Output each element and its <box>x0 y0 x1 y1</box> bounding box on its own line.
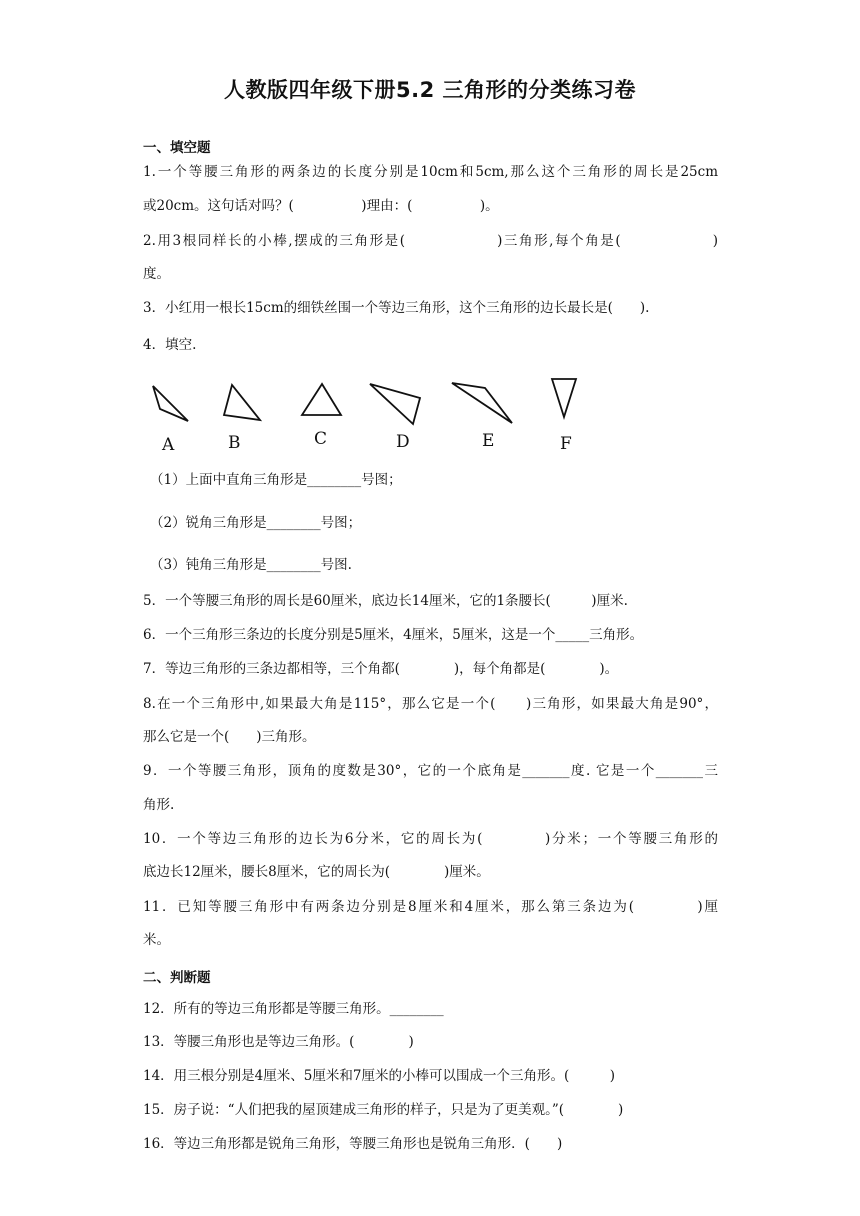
section-true-false: 二、判断题 <box>143 970 211 986</box>
figure-label-a: A <box>162 435 175 455</box>
question-8-line-1: 8.在一个三角形中,如果最大角是115°，那么它是一个( )三角形，如果最大角是90°， <box>143 696 718 712</box>
triangle-e <box>452 383 512 423</box>
question-9-line-2: 角形. <box>143 797 175 813</box>
question-16: 16．等边三角形都是锐角三角形，等腰三角形也是锐角三角形．( ) <box>143 1136 563 1152</box>
figure-label-e: E <box>482 431 495 451</box>
question-12: 12．所有的等边三角形都是等腰三角形。________ <box>143 1001 444 1017</box>
figure-label-b: B <box>228 433 241 453</box>
triangle-f <box>552 379 576 417</box>
question-6: 6．一个三角形三条边的长度分别是5厘米，4厘米，5厘米，这是一个_____三角形。 <box>143 627 644 643</box>
figure-label-d: D <box>396 432 410 452</box>
question-4-part-2: （2）锐角三角形是________号图； <box>150 515 362 531</box>
question-4-part-3: （3）钝角三角形是________号图. <box>150 557 352 573</box>
question-2-line-2: 度。 <box>143 266 170 282</box>
section-fill-in: 一、填空题 <box>143 140 211 156</box>
question-10-line-2: 底边长12厘米，腰长8厘米，它的周长为( )厘米。 <box>143 864 490 880</box>
question-3: 3．小红用一根长15cm的细铁丝围一个等边三角形，这个三角形的边长最长是( ). <box>143 300 650 316</box>
triangle-c <box>302 384 341 415</box>
triangle-a <box>153 386 188 421</box>
question-8-line-2: 那么它是一个( )三角形。 <box>143 729 316 745</box>
question-2-line-1: 2.用3根同样长的小棒,摆成的三角形是( )三角形,每个角是( ) <box>143 233 718 249</box>
question-11-line-2: 米。 <box>143 932 170 948</box>
page-title: 人教版四年级下册5.2 三角形的分类练习卷 <box>223 78 636 102</box>
question-13: 13．等腰三角形也是等边三角形。( ) <box>143 1034 414 1050</box>
question-10-line-1: 10．一个等边三角形的边长为6分米，它的周长为( )分米；一个等腰三角形的 <box>143 831 718 847</box>
question-15: 15．房子说：“人们把我的屋顶建成三角形的样子，只是为了更美观。”( ) <box>143 1102 624 1118</box>
question-11-line-1: 11．已知等腰三角形中有两条边分别是8厘米和4厘米，那么第三条边为( )厘 <box>143 899 718 915</box>
figure-label-f: F <box>560 434 572 454</box>
question-1-line-1: 1.一个等腰三角形的两条边的长度分别是10cm和5cm,那么这个三角形的周长是25cm <box>143 164 718 180</box>
question-1-line-2: 或20cm。这句话对吗？( )理由：( )。 <box>143 198 499 214</box>
triangle-d <box>370 384 420 424</box>
question-7: 7．等边三角形的三条边都相等，三个角都( )，每个角都是( )。 <box>143 661 619 677</box>
question-4-part-1: （1）上面中直角三角形是________号图； <box>150 472 402 488</box>
figure-label-c: C <box>314 429 328 449</box>
question-5: 5．一个等腰三角形的周长是60厘米，底边长14厘米，它的1条腰长( )厘米. <box>143 593 628 609</box>
triangle-figures <box>140 372 600 457</box>
question-4: 4．填空. <box>143 337 197 353</box>
question-14: 14．用三根分别是4厘米、5厘米和7厘米的小棒可以围成一个三角形。( ) <box>143 1068 615 1084</box>
question-9-line-1: 9．一个等腰三角形，顶角的度数是30°，它的一个底角是_______度. 它是一个_______三 <box>143 763 718 779</box>
triangle-b <box>224 385 260 420</box>
